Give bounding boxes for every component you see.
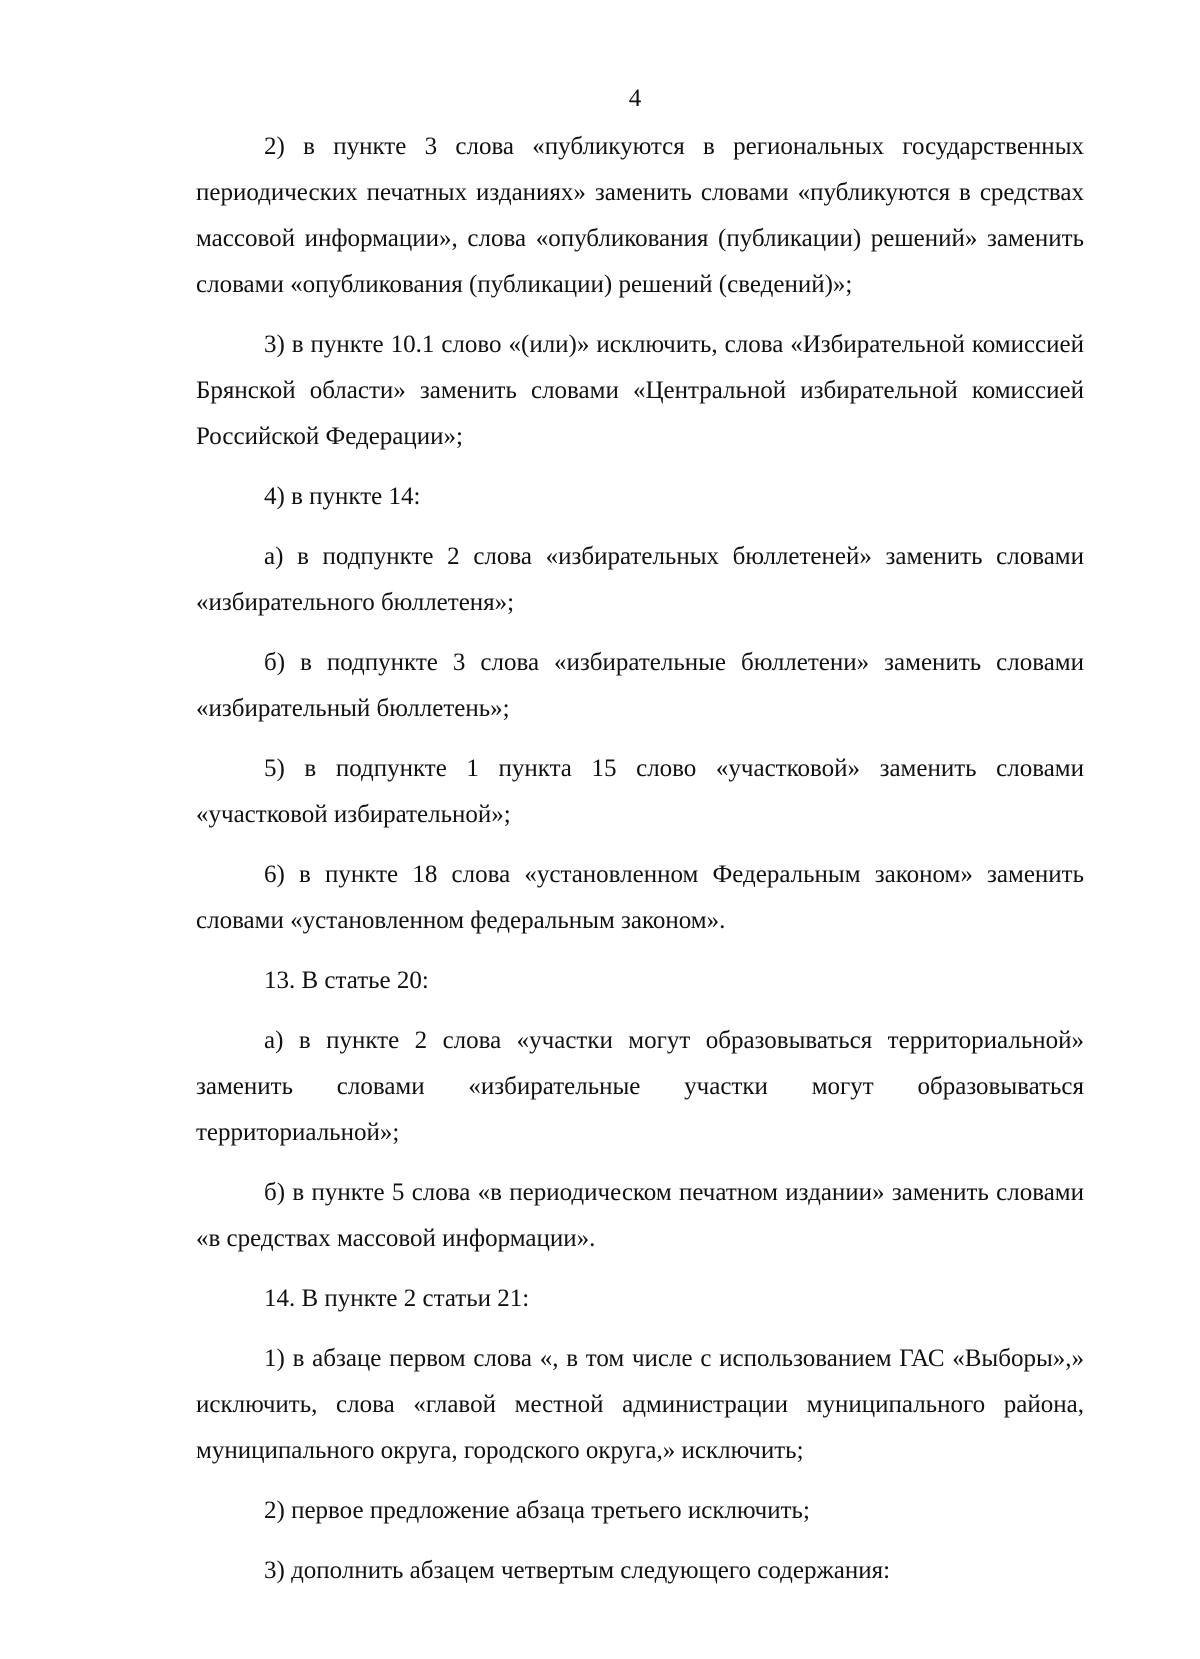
paragraph-subitem-b: б) в подпункте 3 слова «избирательные бюллетени» заменить словами «избирательный бюллетень»; [196, 649, 1084, 722]
paragraph-item-4: 4) в пункте 14: [264, 483, 421, 510]
section-13-heading: 13. В статье 20: [264, 967, 429, 994]
section-14-item-1: 1) в абзаце первом слова «, в том числе с использованием ГАС «Выборы»,» исключить, слова «главой местной администрации муниципального района, муниципального округа, городского округа,» исключить; [196, 1345, 1084, 1464]
section-14-item-2: 2) первое предложение абзаца третьего исключить; [264, 1497, 810, 1524]
section-14-item-3: 3) дополнить абзацем четвертым следующего содержания: [264, 1557, 891, 1584]
section-14-heading: 14. В пункте 2 статьи 21: [264, 1285, 530, 1312]
paragraph-item-2: 2) в пункте 3 слова «публикуются в региональных государственных периодических печатных изданиях» заменить словами «публикуются в средствах массовой информации», слова «опубликования (публикации) решений» заменить словами «опубликования (публикации) решений (сведений)»; [196, 133, 1084, 298]
paragraph-item-5: 5) в подпункте 1 пункта 15 слово «участковой» заменить словами «участковой избирательной»; [196, 755, 1084, 828]
paragraph-item-6: 6) в пункте 18 слова «установленном Федеральным законом» заменить словами «установленном федеральным законом». [196, 861, 1084, 934]
section-13-subitem-b: б) в пункте 5 слова «в периодическом печатном издании» заменить словами «в средствах массовой информации». [196, 1179, 1084, 1252]
page-number: 4 [628, 85, 642, 112]
paragraph-subitem-a: а) в подпункте 2 слова «избирательных бюллетеней» заменить словами «избирательного бюллетеня»; [196, 543, 1084, 616]
section-13-subitem-a: а) в пункте 2 слова «участки могут образовываться территориальной» заменить словами «избирательные участки могут образовываться территориальной»; [196, 1027, 1084, 1146]
paragraph-item-3: 3) в пункте 10.1 слово «(или)» исключить, слова «Избирательной комиссией Брянской области» заменить словами «Центральной избирательной комиссией Российской Федерации»; [196, 331, 1084, 450]
document-body [196, 124, 1084, 1594]
